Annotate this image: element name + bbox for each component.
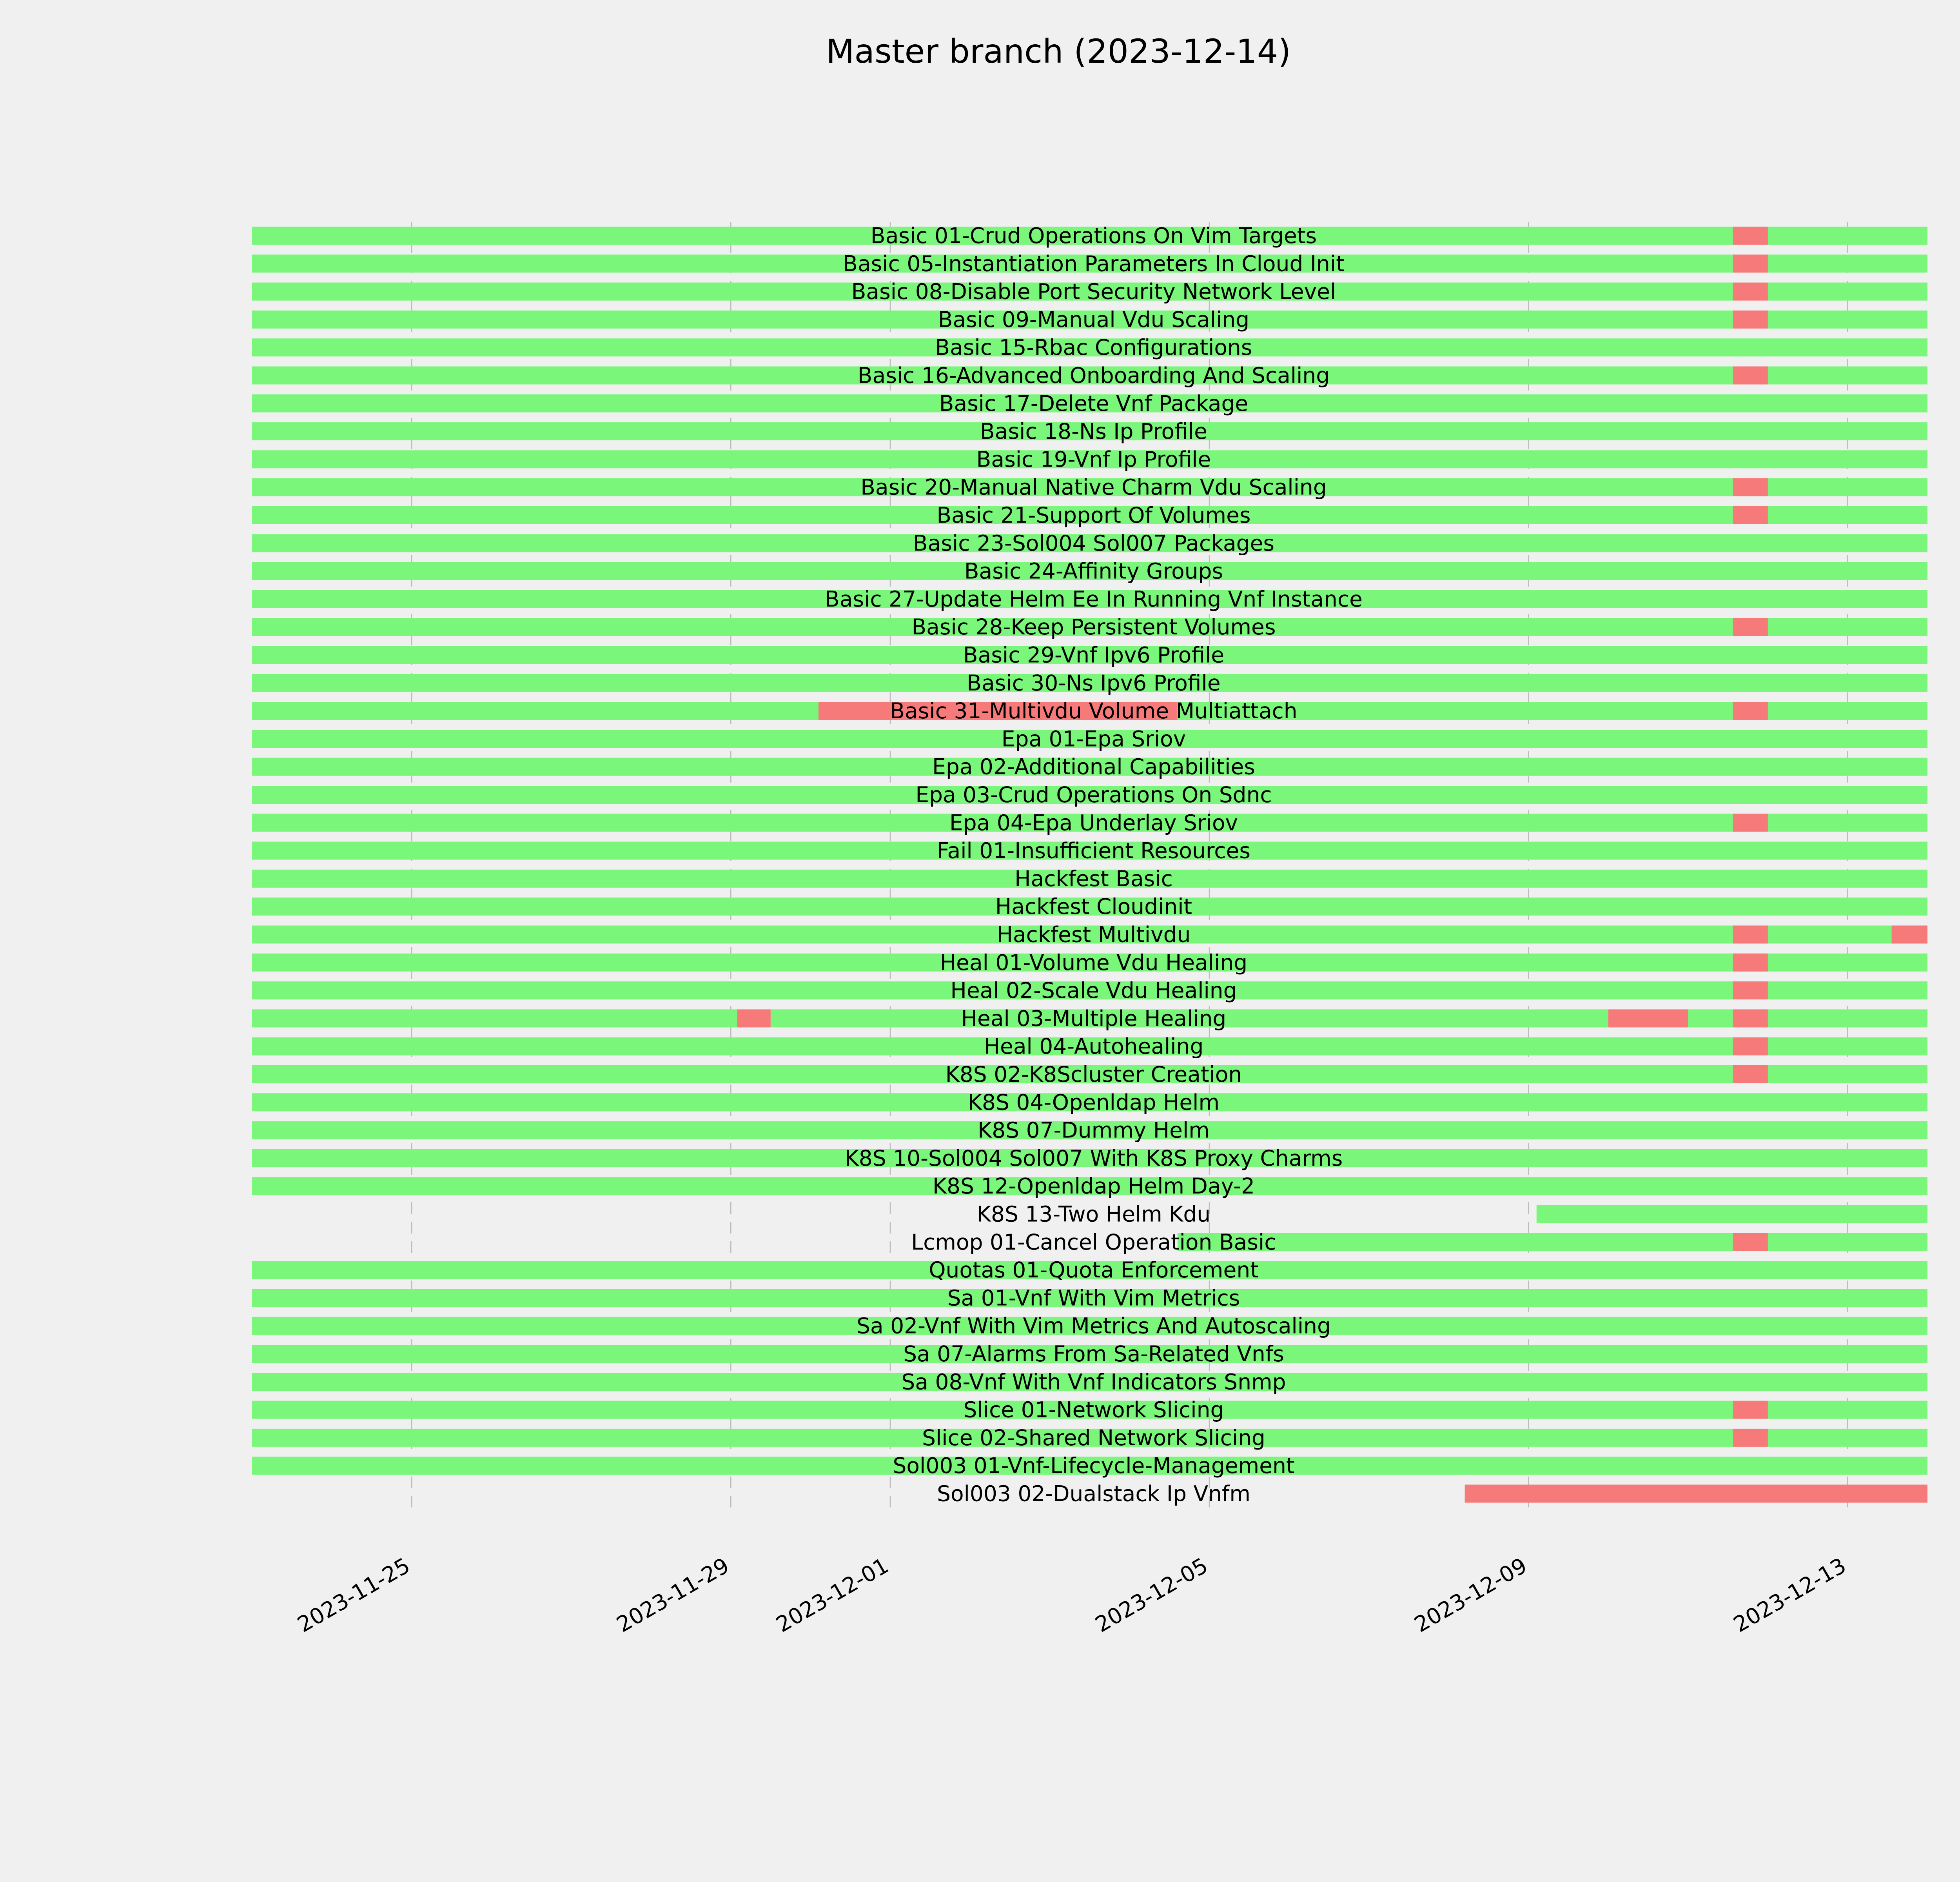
pass-bar-segment [1768,311,1927,329]
row-label: Heal 02-Scale Vdu Healing [950,978,1237,1003]
fail-bar-segment [1733,283,1768,301]
pass-bar-segment [1768,1429,1927,1447]
row-label: Basic 28-Keep Persistent Volumes [911,614,1276,640]
x-tick-label: 2023-12-09 [1410,1553,1531,1637]
row-label: Slice 01-Network Slicing [963,1397,1224,1422]
fail-bar-segment [1733,954,1768,972]
fail-bar-segment [1733,506,1768,524]
fail-bar-segment [1465,1485,1927,1503]
row-label: Lcmop 01-Cancel Operation Basic [911,1229,1276,1255]
fail-bar-segment [1733,702,1768,720]
pass-bar-segment [1768,954,1927,972]
x-tick-label: 2023-12-01 [771,1553,893,1637]
x-tick-label: 2023-11-29 [612,1553,733,1637]
fail-bar-segment [1733,227,1768,245]
row-label: K8S 13-Two Helm Kdu [976,1201,1211,1227]
row-label: Sa 02-Vnf With Vim Metrics And Autoscaling [857,1313,1331,1339]
row-label: K8S 12-Openldap Helm Day-2 [932,1174,1255,1199]
fail-bar-segment [1733,478,1768,496]
row-label: K8S 10-Sol004 Sol007 With K8S Proxy Charms [844,1145,1343,1171]
row-label: K8S 04-Openldap Helm [967,1090,1220,1115]
row-label: Basic 19-Vnf Ip Profile [976,447,1211,472]
row-label: Basic 20-Manual Native Charm Vdu Scaling [860,474,1327,500]
pass-bar-segment [1768,981,1927,999]
fail-bar-segment [1733,254,1768,272]
row-label: Epa 01-Epa Sriov [1001,726,1186,752]
row-label: Basic 21-Support Of Volumes [936,503,1251,528]
row-label: Sol003 02-Dualstack Ip Vnfm [937,1481,1250,1506]
pass-bar-segment [1768,814,1927,832]
row-label: Basic 24-Affinity Groups [964,558,1223,584]
x-tick-label: 2023-11-25 [293,1553,414,1637]
fail-bar-segment [1733,1233,1768,1251]
row-label: Basic 15-Rbac Configurations [935,335,1252,360]
row-label: Heal 03-Multiple Healing [961,1006,1227,1031]
row-label: Sol003 01-Vnf-Lifecycle-Management [893,1453,1295,1479]
pass-bar-segment [1768,702,1927,720]
pass-bar-segment [1768,618,1927,636]
fail-bar-segment [1733,1009,1768,1027]
row-label: Sa 07-Alarms From Sa-Related Vnfs [903,1341,1284,1366]
pass-bar-segment [1768,506,1927,524]
row-label: Sa 08-Vnf With Vnf Indicators Snmp [901,1369,1286,1395]
row-label: Basic 29-Vnf Ipv6 Profile [963,642,1225,668]
pass-bar-segment [1768,1233,1927,1251]
chart-title: Master branch (2023-12-14) [826,32,1291,71]
row-label: Sa 01-Vnf With Vim Metrics [947,1285,1240,1311]
pass-bar-segment [1768,227,1927,245]
row-label: Basic 18-Ns Ip Profile [980,419,1207,444]
row-label: Basic 27-Update Helm Ee In Running Vnf Instance [825,586,1363,612]
pass-bar-segment [1688,1009,1733,1027]
pass-bar-segment [1768,367,1927,385]
row-label: Hackfest Multivdu [996,922,1191,947]
fail-bar-segment [1608,1009,1688,1027]
row-label: Fail 01-Insufficient Resources [936,838,1251,863]
row-label: Basic 01-Crud Operations On Vim Targets [870,223,1317,248]
row-label: Epa 03-Crud Operations On Sdnc [915,782,1272,807]
x-tick-label: 2023-12-05 [1091,1553,1212,1637]
row-label: Heal 04-Autohealing [984,1034,1204,1059]
pass-bar-segment [252,1009,737,1027]
pass-bar-segment [1768,478,1927,496]
fail-bar-segment [1891,926,1927,944]
fail-bar-segment [1733,1037,1768,1055]
fail-bar-segment [1733,981,1768,999]
fail-bar-segment [1733,1401,1768,1419]
pass-bar-segment [1768,1065,1927,1083]
row-label: Basic 09-Manual Vdu Scaling [938,307,1250,332]
x-tick-label: 2023-12-13 [1729,1553,1850,1637]
row-label: Basic 05-Instantiation Parameters In Cloud Init [843,251,1345,276]
row-label: Epa 02-Additional Capabilities [932,754,1255,779]
row-label: Basic 17-Delete Vnf Package [939,391,1249,416]
row-label: Basic 23-Sol004 Sol007 Packages [913,530,1275,556]
fail-bar-segment [1733,367,1768,385]
row-label: Basic 31-Multivdu Volume Multiattach [890,698,1298,724]
row-label: Basic 30-Ns Ipv6 Profile [967,670,1221,696]
fail-bar-segment [737,1009,770,1027]
row-label: K8S 02-K8Scluster Creation [945,1062,1242,1087]
pass-bar-segment [252,702,818,720]
fail-bar-segment [1733,618,1768,636]
fail-bar-segment [1733,311,1768,329]
pass-bar-segment [1768,1037,1927,1055]
pass-bar-segment [252,926,1733,944]
pass-bar-segment [1768,926,1891,944]
row-label: Heal 01-Volume Vdu Healing [940,950,1248,975]
row-label: Epa 04-Epa Underlay Sriov [949,810,1238,836]
pass-bar-segment [1768,254,1927,272]
row-label: Hackfest Cloudinit [995,894,1192,919]
row-label: Quotas 01-Quota Enforcement [929,1257,1259,1283]
pass-bar-segment [1768,1401,1927,1419]
row-label: Basic 08-Disable Port Security Network Level [851,279,1336,304]
row-label: K8S 07-Dummy Helm [978,1117,1210,1143]
fail-bar-segment [1733,1065,1768,1083]
fail-bar-segment [1733,926,1768,944]
pass-bar-segment [1768,283,1927,301]
row-label: Basic 16-Advanced Onboarding And Scaling [857,363,1330,388]
pass-bar-segment [1537,1205,1927,1223]
row-label: Slice 02-Shared Network Slicing [922,1425,1265,1450]
row-label: Hackfest Basic [1014,866,1173,891]
fail-bar-segment [1733,814,1768,832]
pass-bar-segment [1768,1009,1927,1027]
fail-bar-segment [1733,1429,1768,1447]
